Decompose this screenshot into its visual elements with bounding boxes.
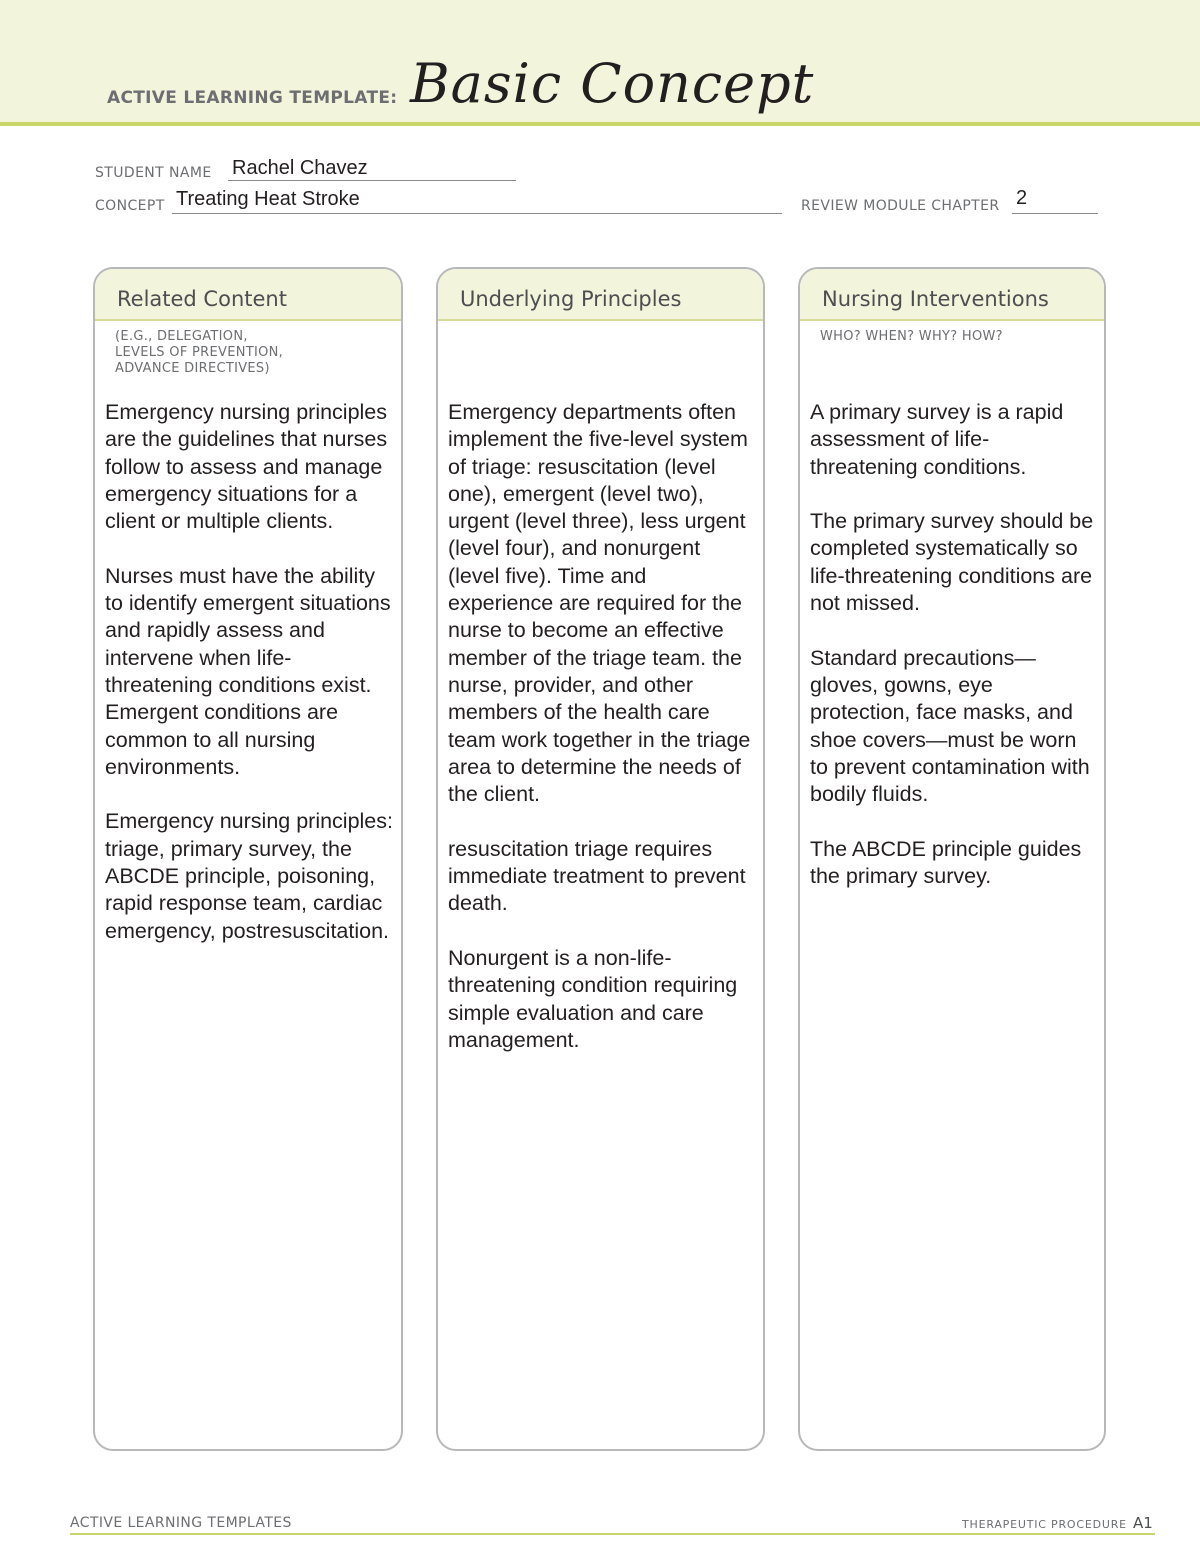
nursing-interventions-text[interactable] [810,399,1096,918]
review-module-row [801,197,1000,214]
hint-line: (E.G., DELEGATION, [115,329,248,344]
related-content-header [95,269,401,321]
paragraph: The primary survey should be completed systematically so life-threatening conditions are not missed. [810,509,1094,616]
review-module-underline [1012,213,1098,214]
underlying-principles-title: Underlying Principles [460,287,682,311]
student-name-label: STUDENT NAME [95,165,212,181]
footer-divider [70,1533,1155,1535]
student-name-field[interactable]: Rachel Chavez [232,157,368,179]
related-content-card [93,267,403,1451]
student-name-underline [228,180,516,181]
underlying-principles-card [436,267,765,1451]
paragraph: Emergency nursing principles: triage, primary survey, the ABCDE principle, poisoning, rapid response team, cardiac emergency, postresuscitation. [105,809,393,943]
paragraph: Standard precautions—gloves, gowns, eye protection, face masks, and shoe covers—must be worn to prevent contamination with bodily fluids. [810,645,1090,807]
template-title: Basic Concept [410,52,815,115]
nursing-interventions-header [800,269,1104,321]
hint-line: LEVELS OF PREVENTION, [115,345,284,360]
concept-row [95,197,165,214]
template-label: ACTIVE LEARNING TEMPLATE: [107,88,398,108]
concept-label: CONCEPT [95,198,165,214]
student-name-row [95,164,212,181]
underlying-principles-text[interactable] [448,399,755,1081]
paragraph: The ABCDE principle guides the primary survey. [810,836,1082,889]
nursing-interventions-hint [820,329,1003,345]
concept-field[interactable]: Treating Heat Stroke [176,188,360,210]
footer-right-label: THERAPEUTIC PROCEDURE [962,1518,1127,1531]
related-content-text[interactable] [105,399,393,972]
related-content-title: Related Content [117,287,287,311]
hint-line: WHO? WHEN? WHY? HOW? [820,329,1003,344]
review-module-label: REVIEW MODULE CHAPTER [801,198,1000,214]
hint-line: ADVANCE DIRECTIVES) [115,361,270,376]
header-divider [0,122,1200,126]
paragraph: Emergency nursing principles are the guidelines that nurses follow to assess and manage emergency situations for a client or multiple clients. [105,400,388,534]
nursing-interventions-title: Nursing Interventions [822,287,1049,311]
concept-underline [172,213,782,214]
page-number: A1 [1133,1514,1153,1532]
review-module-field[interactable]: 2 [1016,187,1028,209]
related-content-hint [115,329,283,377]
underlying-principles-header [438,269,763,321]
nursing-interventions-card [798,267,1106,1451]
paragraph: Nonurgent is a non-life-threatening condition requiring simple evaluation and care management. [448,945,738,1052]
paragraph: A primary survey is a rapid assessment of life-threatening conditions. [810,400,1064,479]
paragraph: resuscitation triage requires immediate treatment to prevent death. [448,836,746,916]
paragraph: Emergency departments often implement the five-level system of triage: resuscitation (level one), emergent (level two), urgent (level three), less urgent (level four), and nonurgent (level five). Time and experience are required for the nurse to become an effective member of the triage team. the nurse, provider, and other members of the health care team work together in the triage area to determine the needs of the client. [448,400,751,807]
paragraph: Nurses must have the ability to identify emergent situations and rapidly assess and intervene when life-threatening conditions exist. Emergent conditions are common to all nursing environments. [105,563,391,779]
footer-left-label: ACTIVE LEARNING TEMPLATES [70,1515,292,1531]
